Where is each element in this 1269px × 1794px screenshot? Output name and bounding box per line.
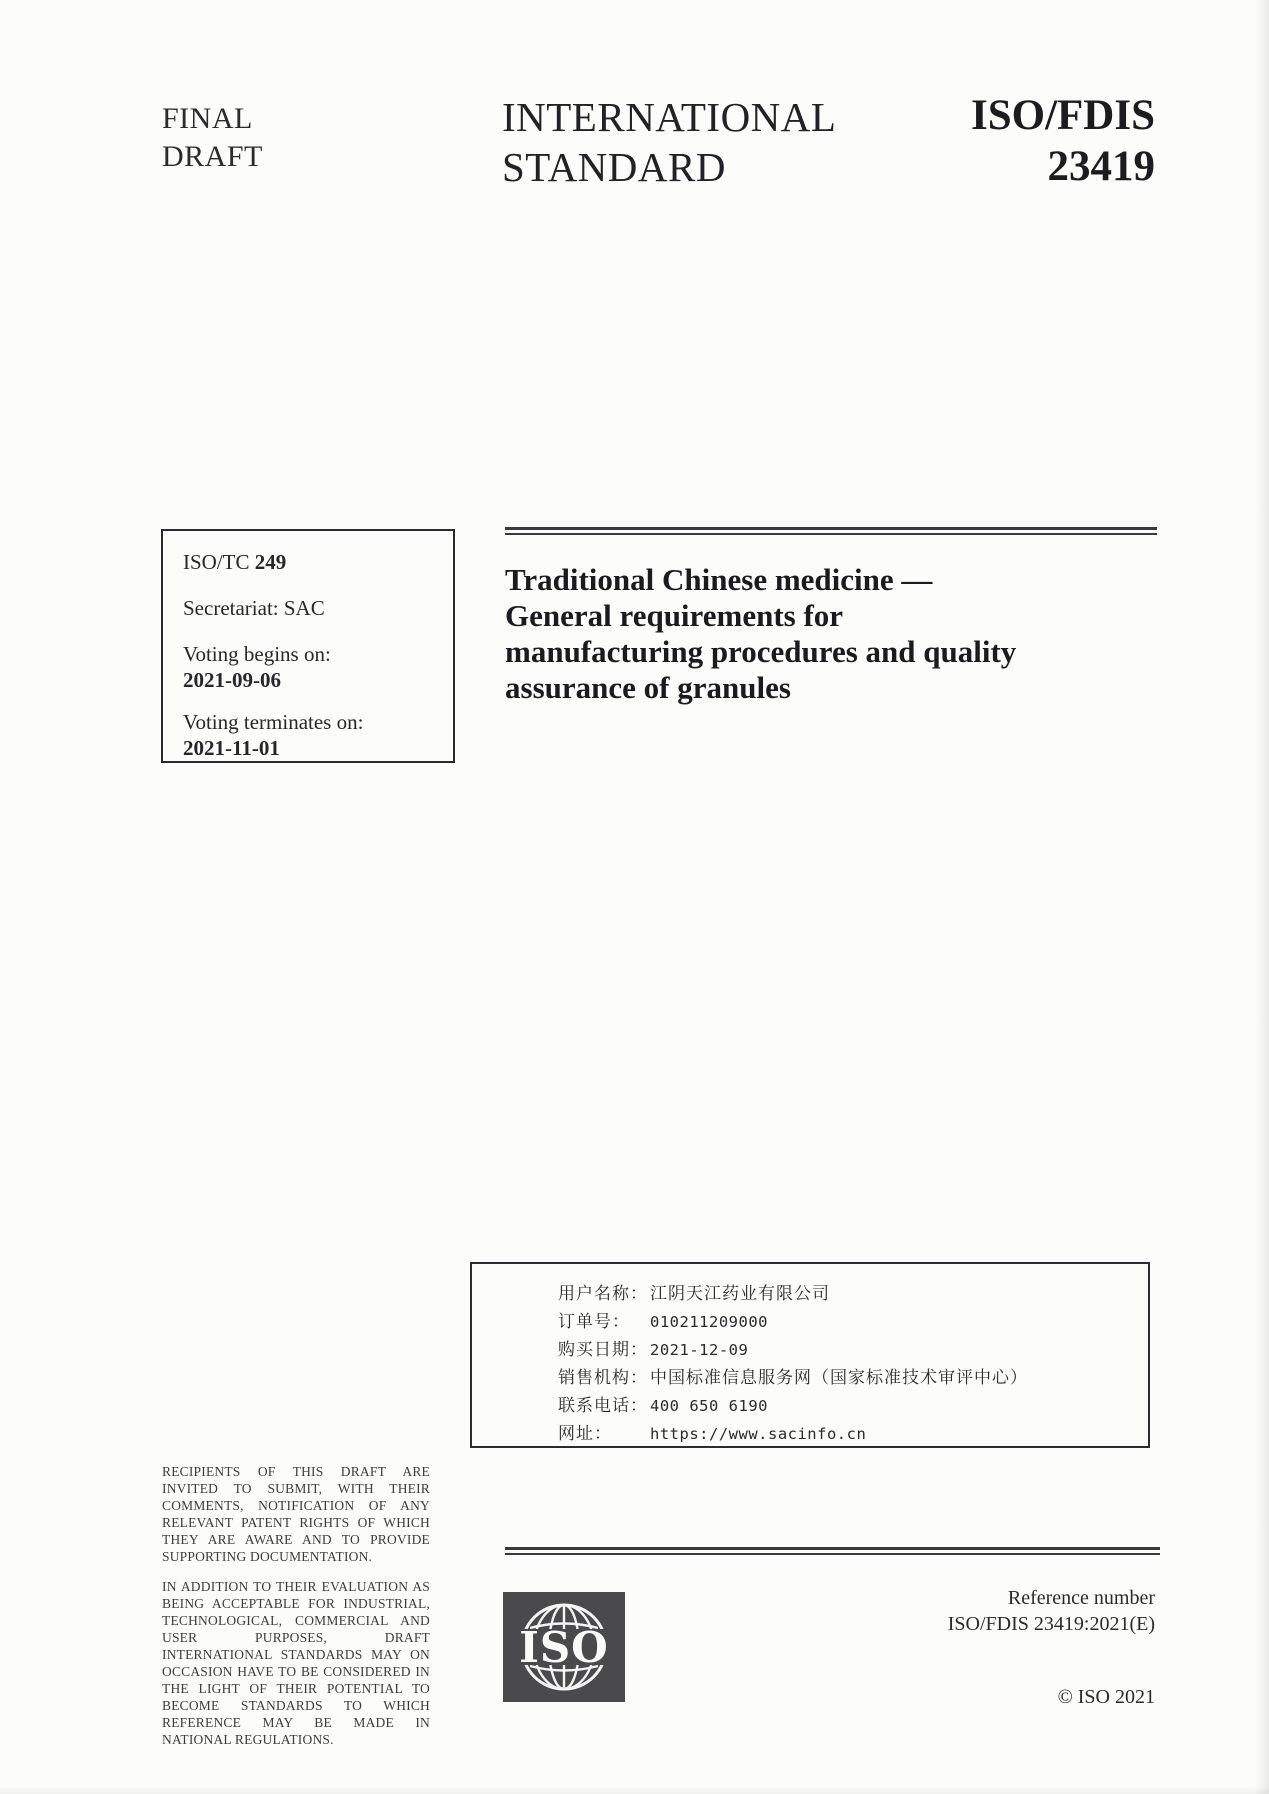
standard-id-line2: 23419 (1047, 143, 1155, 190)
secretariat: Secretariat: SAC (183, 596, 325, 620)
voting-terminates-date: 2021-11-01 (183, 736, 280, 760)
iso-logo (503, 1592, 625, 1702)
document-title (505, 562, 1170, 706)
voting-begins-date: 2021-09-06 (183, 668, 281, 692)
order-number-label: 订单号： (558, 1312, 630, 1331)
document-type-line1: INTERNATIONAL (502, 94, 837, 140)
purchase-date-value: 2021-12-09 (650, 1341, 749, 1359)
seller-value: 中国标准信息服务网（国家标准技术审评中心） (650, 1368, 1028, 1387)
user-name-label: 用户名称： (558, 1284, 648, 1303)
voting-begins-label: Voting begins on: (183, 642, 331, 666)
standard-id-line1: ISO/FDIS (970, 92, 1155, 139)
document-type-line2: STANDARD (502, 144, 726, 190)
purchase-info-box (470, 1262, 1150, 1448)
standard-id-heading (971, 90, 1155, 192)
iso-globe-icon (503, 1592, 625, 1702)
contact-phone-label: 联系电话： (558, 1396, 648, 1415)
document-title-line4: assurance of granules (505, 670, 791, 705)
scan-bottom-shadow (0, 1786, 1269, 1794)
copyright-notice: © ISO 2021 (1057, 1686, 1155, 1708)
evaluation-notice: IN ADDITION TO THEIR EVALUATION AS BEING ACCEPTABLE FOR INDUSTRIAL, TECHNOLOGICAL, COMMERCIAL AND USER PURPOSES, DRAFT INTERNATIONAL STANDARDS MAY ON OCCASION HAVE TO BE CONSIDERED IN THE LIGHT OF THEIR POTENTIAL TO BECOME STANDARDS TO WHICH REFERENCE MAY BE MADE IN NATIONAL REGULATIONS. (162, 1579, 430, 1747)
reference-number-label: Reference number (1007, 1587, 1155, 1609)
final-draft-label (162, 100, 263, 176)
footer-divider-rule (505, 1547, 1160, 1555)
final-draft-line2: DRAFT (162, 140, 263, 173)
title-divider-rule (505, 527, 1157, 535)
website-url: https://www.sacinfo.cn (650, 1425, 867, 1443)
user-name-value: 江阴天江药业有限公司 (650, 1284, 830, 1303)
purchase-row-phone (558, 1391, 1148, 1419)
document-title-line1: Traditional Chinese medicine — (505, 562, 933, 597)
document-title-line2: General requirements for (505, 598, 844, 633)
iso-logo-text: ISO (519, 1623, 609, 1672)
reference-number-value: ISO/FDIS 23419:2021(E) (947, 1613, 1155, 1635)
purchase-row-seller (558, 1363, 1148, 1391)
document-type-heading (502, 92, 836, 192)
committee-number: 249 (254, 550, 287, 574)
committee-prefix: ISO/TC (183, 550, 255, 574)
order-number-value: 010211209000 (650, 1313, 768, 1331)
committee-id (183, 549, 435, 575)
scan-edge-shadow (1255, 0, 1269, 1794)
purchase-row-date (558, 1335, 1148, 1363)
reference-number-block (948, 1585, 1155, 1637)
voting-terminates-label: Voting terminates on: (183, 710, 364, 734)
voting-begins-group (183, 641, 435, 693)
committee-voting-box (161, 529, 455, 763)
seller-label: 销售机构： (558, 1368, 648, 1387)
final-draft-line1: FINAL (162, 102, 253, 135)
purchase-row-website (558, 1419, 1148, 1447)
voting-terminates-group (183, 709, 435, 761)
patent-rights-notice: RECIPIENTS OF THIS DRAFT ARE INVITED TO SUBMIT, WITH THEIR COMMENTS, NOTIFICATION OF ANY RELEVANT PATENT RIGHTS OF WHICH THEY ARE AWARE AND TO PROVIDE SUPPORTING DOCUMENTATION. (162, 1464, 430, 1564)
contact-phone-value: 400 650 6190 (650, 1397, 768, 1415)
purchase-date-label: 购买日期： (558, 1340, 648, 1359)
website-label: 网址： (558, 1424, 612, 1443)
purchase-row-order (558, 1307, 1148, 1335)
purchase-row-user (558, 1279, 1148, 1307)
document-title-line3: manufacturing procedures and quality (505, 634, 1017, 669)
